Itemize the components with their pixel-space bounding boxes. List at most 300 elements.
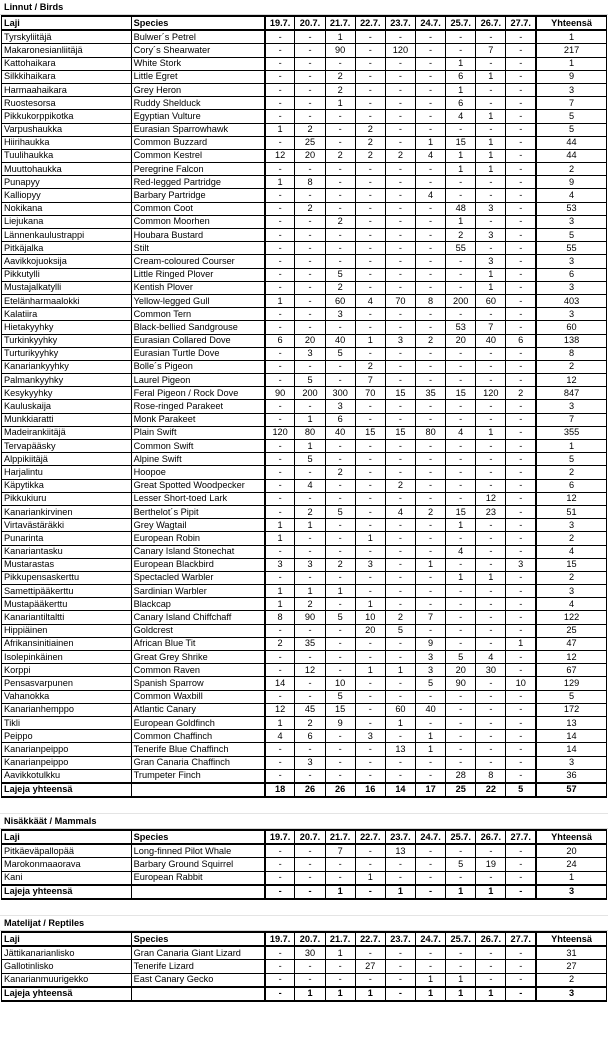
day-count: 2: [355, 136, 385, 149]
english-name: Great Spotted Woodpecker: [131, 479, 265, 492]
table-row: [2, 163, 607, 176]
day-count: -: [295, 110, 325, 123]
english-name: European Robin: [131, 532, 265, 545]
english-name: European Goldfinch: [131, 716, 265, 729]
table-row: [2, 294, 607, 307]
finnish-name: Ruostesorsa: [2, 97, 132, 110]
finnish-name: Aavikkojuoksija: [2, 255, 132, 268]
table-row: [2, 664, 607, 677]
day-count: -: [506, 163, 536, 176]
day-count: -: [355, 308, 385, 321]
day-count: -: [325, 440, 355, 453]
day-count: -: [265, 360, 295, 373]
english-name: Stilt: [131, 242, 265, 255]
header-date: 20.7.: [295, 16, 325, 30]
finnish-name: Mustapääkerttu: [2, 598, 132, 611]
day-count: -: [446, 946, 476, 960]
day-count: -: [355, 189, 385, 202]
finnish-name: Turturikyyhky: [2, 347, 132, 360]
day-count: -: [385, 189, 415, 202]
day-count: -: [355, 858, 385, 871]
day-count: -: [446, 492, 476, 505]
day-count: -: [385, 347, 415, 360]
english-name: Sardinian Warbler: [131, 585, 265, 598]
day-count: -: [295, 163, 325, 176]
day-count: 120: [265, 426, 295, 439]
finnish-name: Käpytikka: [2, 479, 132, 492]
day-count: 12: [295, 664, 325, 677]
finnish-name: Pensasvarpunen: [2, 677, 132, 690]
day-count: -: [416, 215, 446, 228]
table-row: [2, 176, 607, 189]
header-date: 24.7.: [416, 830, 446, 844]
day-count: -: [265, 505, 295, 518]
table-row: [2, 400, 607, 413]
day-count: -: [265, 743, 295, 756]
english-name: Little Ringed Plover: [131, 268, 265, 281]
table-row: [2, 202, 607, 215]
header-date: 27.7.: [506, 830, 536, 844]
day-count: 27: [355, 960, 385, 973]
day-count: -: [476, 730, 506, 743]
table-row: [2, 730, 607, 743]
day-count: -: [385, 281, 415, 294]
table-row: [2, 347, 607, 360]
day-count: 6: [295, 730, 325, 743]
day-count: 7: [355, 374, 385, 387]
day-count: 1: [325, 97, 355, 110]
day-count: -: [325, 360, 355, 373]
day-count: -: [385, 453, 415, 466]
day-count: -: [265, 321, 295, 334]
day-count: -: [295, 242, 325, 255]
table-row: [2, 255, 607, 268]
day-count: 4: [446, 110, 476, 123]
row-total: 9: [536, 176, 606, 189]
day-count: -: [325, 229, 355, 242]
day-count: -: [385, 946, 415, 960]
finnish-name: Pikkupensaskerttu: [2, 571, 132, 584]
table-row: [2, 466, 607, 479]
day-count: 4: [416, 149, 446, 162]
sum-day-count: 17: [416, 783, 446, 797]
finnish-name: Mustajalkatylli: [2, 281, 132, 294]
day-count: 1: [265, 585, 295, 598]
day-count: -: [506, 492, 536, 505]
day-count: 2: [295, 123, 325, 136]
day-count: -: [476, 743, 506, 756]
day-count: -: [265, 492, 295, 505]
day-count: 35: [295, 637, 325, 650]
finnish-name: Kani: [2, 871, 132, 885]
finnish-name: Pitkäeväpallopää: [2, 844, 132, 858]
header-date: 23.7.: [385, 932, 415, 946]
day-count: -: [416, 83, 446, 96]
day-count: -: [265, 255, 295, 268]
day-count: -: [446, 585, 476, 598]
sum-blank: [131, 987, 265, 1001]
day-count: 15: [446, 387, 476, 400]
day-count: 1: [265, 598, 295, 611]
row-total: 25: [536, 624, 606, 637]
table-row: [2, 334, 607, 347]
finnish-name: Kesykyyhky: [2, 387, 132, 400]
sum-blank: [131, 885, 265, 899]
day-count: 90: [265, 387, 295, 400]
day-count: -: [265, 229, 295, 242]
row-total: 4: [536, 189, 606, 202]
day-count: -: [265, 83, 295, 96]
finnish-name: Kanariankyyhky: [2, 360, 132, 373]
table-row: [2, 242, 607, 255]
sum-day-count: 1: [295, 987, 325, 1001]
day-count: -: [506, 360, 536, 373]
day-count: 20: [355, 624, 385, 637]
day-count: -: [355, 571, 385, 584]
english-name: Alpine Swift: [131, 453, 265, 466]
finnish-name: Mustarastas: [2, 558, 132, 571]
day-count: 1: [446, 57, 476, 70]
day-count: -: [506, 730, 536, 743]
day-count: -: [325, 532, 355, 545]
day-count: -: [476, 558, 506, 571]
day-count: 1: [476, 110, 506, 123]
day-count: 1: [446, 83, 476, 96]
day-count: -: [295, 281, 325, 294]
row-total: 53: [536, 202, 606, 215]
day-count: -: [416, 321, 446, 334]
english-name: Eurasian Collared Dove: [131, 334, 265, 347]
day-count: -: [476, 677, 506, 690]
day-count: -: [355, 30, 385, 44]
day-count: 3: [295, 558, 325, 571]
row-total: 1: [536, 440, 606, 453]
header-date: 23.7.: [385, 830, 415, 844]
english-name: Eurasian Turtle Dove: [131, 347, 265, 360]
day-count: 2: [385, 611, 415, 624]
day-count: -: [506, 651, 536, 664]
english-name: Atlantic Canary: [131, 703, 265, 716]
row-total: 2: [536, 571, 606, 584]
day-count: -: [506, 202, 536, 215]
finnish-name: Kalliopyy: [2, 189, 132, 202]
day-count: -: [506, 505, 536, 518]
day-count: -: [446, 624, 476, 637]
day-count: -: [295, 44, 325, 57]
day-count: -: [446, 743, 476, 756]
table-row: [2, 624, 607, 637]
day-count: -: [385, 268, 415, 281]
day-count: -: [446, 281, 476, 294]
day-count: 2: [265, 637, 295, 650]
day-count: -: [476, 466, 506, 479]
sum-label: Lajeja yhteensä: [2, 885, 132, 899]
header-date: 26.7.: [476, 16, 506, 30]
day-count: 2: [325, 466, 355, 479]
day-count: -: [295, 960, 325, 973]
day-count: -: [385, 400, 415, 413]
english-name: Rose-ringed Parakeet: [131, 400, 265, 413]
day-count: 3: [325, 308, 355, 321]
day-count: 5: [385, 624, 415, 637]
day-count: -: [476, 215, 506, 228]
day-count: -: [446, 255, 476, 268]
header-total: Yhteensä: [536, 932, 606, 946]
day-count: 8: [416, 294, 446, 307]
day-count: -: [355, 163, 385, 176]
row-total: 122: [536, 611, 606, 624]
day-count: -: [265, 858, 295, 871]
day-count: 48: [446, 202, 476, 215]
day-count: 4: [476, 651, 506, 664]
header-date: 25.7.: [446, 830, 476, 844]
english-name: Feral Pigeon / Rock Dove: [131, 387, 265, 400]
day-count: -: [476, 83, 506, 96]
day-count: -: [506, 585, 536, 598]
day-count: -: [416, 163, 446, 176]
finnish-name: Kattohaikara: [2, 57, 132, 70]
finnish-name: Kanariantasku: [2, 545, 132, 558]
day-count: -: [416, 70, 446, 83]
english-name: European Rabbit: [131, 871, 265, 885]
row-total: 67: [536, 664, 606, 677]
day-count: 35: [416, 387, 446, 400]
day-count: -: [385, 163, 415, 176]
day-count: 3: [476, 202, 506, 215]
day-count: -: [416, 756, 446, 769]
finnish-name: Kanarianhemppo: [2, 703, 132, 716]
day-count: 1: [265, 176, 295, 189]
day-count: 60: [325, 294, 355, 307]
header-laji: Laji: [2, 830, 132, 844]
day-count: -: [416, 44, 446, 57]
day-count: -: [355, 703, 385, 716]
finnish-name: Kanarianpeippo: [2, 743, 132, 756]
english-name: Hoopoe: [131, 466, 265, 479]
sum-total: 57: [536, 783, 606, 797]
finnish-name: Pikkukorppikotka: [2, 110, 132, 123]
english-name: Eurasian Sparrowhawk: [131, 123, 265, 136]
day-count: -: [385, 70, 415, 83]
day-count: -: [506, 229, 536, 242]
header-date: 26.7.: [476, 830, 506, 844]
sum-label: Lajeja yhteensä: [2, 783, 132, 797]
day-count: -: [355, 215, 385, 228]
day-count: -: [355, 83, 385, 96]
day-count: 1: [385, 716, 415, 729]
day-count: -: [385, 598, 415, 611]
day-count: -: [416, 453, 446, 466]
finnish-name: Silkkihaikara: [2, 70, 132, 83]
row-total: 5: [536, 690, 606, 703]
day-count: -: [355, 651, 385, 664]
day-count: 7: [476, 321, 506, 334]
table-row: [2, 426, 607, 439]
day-count: -: [385, 730, 415, 743]
day-count: 120: [476, 387, 506, 400]
day-count: -: [385, 308, 415, 321]
english-name: Black-bellied Sandgrouse: [131, 321, 265, 334]
day-count: -: [416, 308, 446, 321]
day-count: -: [355, 44, 385, 57]
english-name: Berthelot´s Pipit: [131, 505, 265, 518]
header-date: 20.7.: [295, 830, 325, 844]
row-total: 44: [536, 136, 606, 149]
day-count: -: [265, 202, 295, 215]
day-count: -: [446, 479, 476, 492]
header-date: 21.7.: [325, 830, 355, 844]
english-name: Great Grey Shrike: [131, 651, 265, 664]
day-count: -: [506, 545, 536, 558]
day-count: 60: [385, 703, 415, 716]
day-count: 2: [385, 149, 415, 162]
day-count: 23: [476, 505, 506, 518]
header-date: 19.7.: [265, 932, 295, 946]
day-count: -: [506, 466, 536, 479]
table-row: [2, 756, 607, 769]
species-table: [1, 931, 607, 1002]
day-count: -: [446, 374, 476, 387]
day-count: -: [476, 519, 506, 532]
table-row: [2, 374, 607, 387]
day-count: 90: [325, 44, 355, 57]
day-count: -: [416, 624, 446, 637]
sum-day-count: -: [506, 987, 536, 1001]
day-count: -: [446, 176, 476, 189]
day-count: -: [506, 176, 536, 189]
day-count: -: [476, 585, 506, 598]
day-count: -: [416, 202, 446, 215]
day-count: 2: [355, 360, 385, 373]
day-count: 1: [416, 973, 446, 987]
day-count: -: [265, 466, 295, 479]
day-count: 2: [446, 229, 476, 242]
day-count: -: [416, 30, 446, 44]
table-row: [2, 83, 607, 96]
sum-day-count: -: [265, 987, 295, 1001]
header-date: 23.7.: [385, 16, 415, 30]
table-row: [2, 479, 607, 492]
day-count: 3: [476, 229, 506, 242]
english-name: Common Tern: [131, 308, 265, 321]
table-row: [2, 545, 607, 558]
day-count: -: [446, 716, 476, 729]
day-count: -: [325, 242, 355, 255]
day-count: 1: [476, 136, 506, 149]
day-count: -: [476, 242, 506, 255]
day-count: -: [476, 308, 506, 321]
section-title: Matelijat / Reptiles: [0, 916, 608, 931]
header-date: 22.7.: [355, 830, 385, 844]
sum-day-count: 14: [385, 783, 415, 797]
row-total: 3: [536, 585, 606, 598]
day-count: 12: [476, 492, 506, 505]
day-count: -: [295, 743, 325, 756]
table-row: [2, 858, 607, 871]
day-count: 1: [355, 598, 385, 611]
day-count: -: [506, 844, 536, 858]
table-row: [2, 440, 607, 453]
day-count: -: [295, 492, 325, 505]
table-row: [2, 215, 607, 228]
row-total: 13: [536, 716, 606, 729]
species-table: [1, 829, 607, 900]
row-total: 5: [536, 229, 606, 242]
table-row: [2, 413, 607, 426]
finnish-name: Tikli: [2, 716, 132, 729]
table-row: [2, 716, 607, 729]
day-count: -: [446, 637, 476, 650]
day-count: -: [506, 136, 536, 149]
day-count: -: [446, 960, 476, 973]
english-name: Kentish Plover: [131, 281, 265, 294]
day-count: 5: [325, 611, 355, 624]
day-count: 55: [446, 242, 476, 255]
english-name: Grey Wagtail: [131, 519, 265, 532]
day-count: -: [295, 973, 325, 987]
day-count: -: [325, 492, 355, 505]
table-row: [2, 703, 607, 716]
day-count: -: [506, 30, 536, 44]
finnish-name: Muuttohaukka: [2, 163, 132, 176]
day-count: -: [416, 360, 446, 373]
finnish-name: Gallotinlisko: [2, 960, 132, 973]
row-total: 172: [536, 703, 606, 716]
day-count: 7: [476, 44, 506, 57]
header-total: Yhteensä: [536, 830, 606, 844]
header-total: Yhteensä: [536, 16, 606, 30]
day-count: -: [446, 268, 476, 281]
day-count: -: [416, 281, 446, 294]
finnish-name: Hietakyyhky: [2, 321, 132, 334]
day-count: -: [325, 479, 355, 492]
day-count: -: [446, 756, 476, 769]
day-count: -: [355, 637, 385, 650]
day-count: -: [476, 189, 506, 202]
finnish-name: Lännenkaulustrappi: [2, 229, 132, 242]
day-count: -: [265, 347, 295, 360]
day-count: 15: [446, 505, 476, 518]
day-count: -: [416, 571, 446, 584]
day-count: 7: [325, 844, 355, 858]
day-count: -: [506, 70, 536, 83]
day-count: -: [506, 97, 536, 110]
day-count: 12: [265, 703, 295, 716]
sum-day-count: 1: [476, 885, 506, 899]
day-count: -: [325, 571, 355, 584]
table-row: [2, 281, 607, 294]
english-name: Tenerife Lizard: [131, 960, 265, 973]
row-total: 14: [536, 730, 606, 743]
header-species: Species: [131, 16, 265, 30]
day-count: 1: [355, 871, 385, 885]
row-total: 847: [536, 387, 606, 400]
day-count: -: [476, 97, 506, 110]
row-total: 6: [536, 268, 606, 281]
row-total: 3: [536, 281, 606, 294]
day-count: 200: [446, 294, 476, 307]
day-count: -: [506, 871, 536, 885]
day-count: -: [355, 716, 385, 729]
day-count: -: [355, 268, 385, 281]
header-laji: Laji: [2, 16, 132, 30]
day-count: 8: [265, 611, 295, 624]
sum-day-count: 1: [446, 987, 476, 1001]
day-count: 2: [325, 558, 355, 571]
english-name: Common Kestrel: [131, 149, 265, 162]
day-count: -: [295, 545, 325, 558]
day-count: -: [416, 532, 446, 545]
